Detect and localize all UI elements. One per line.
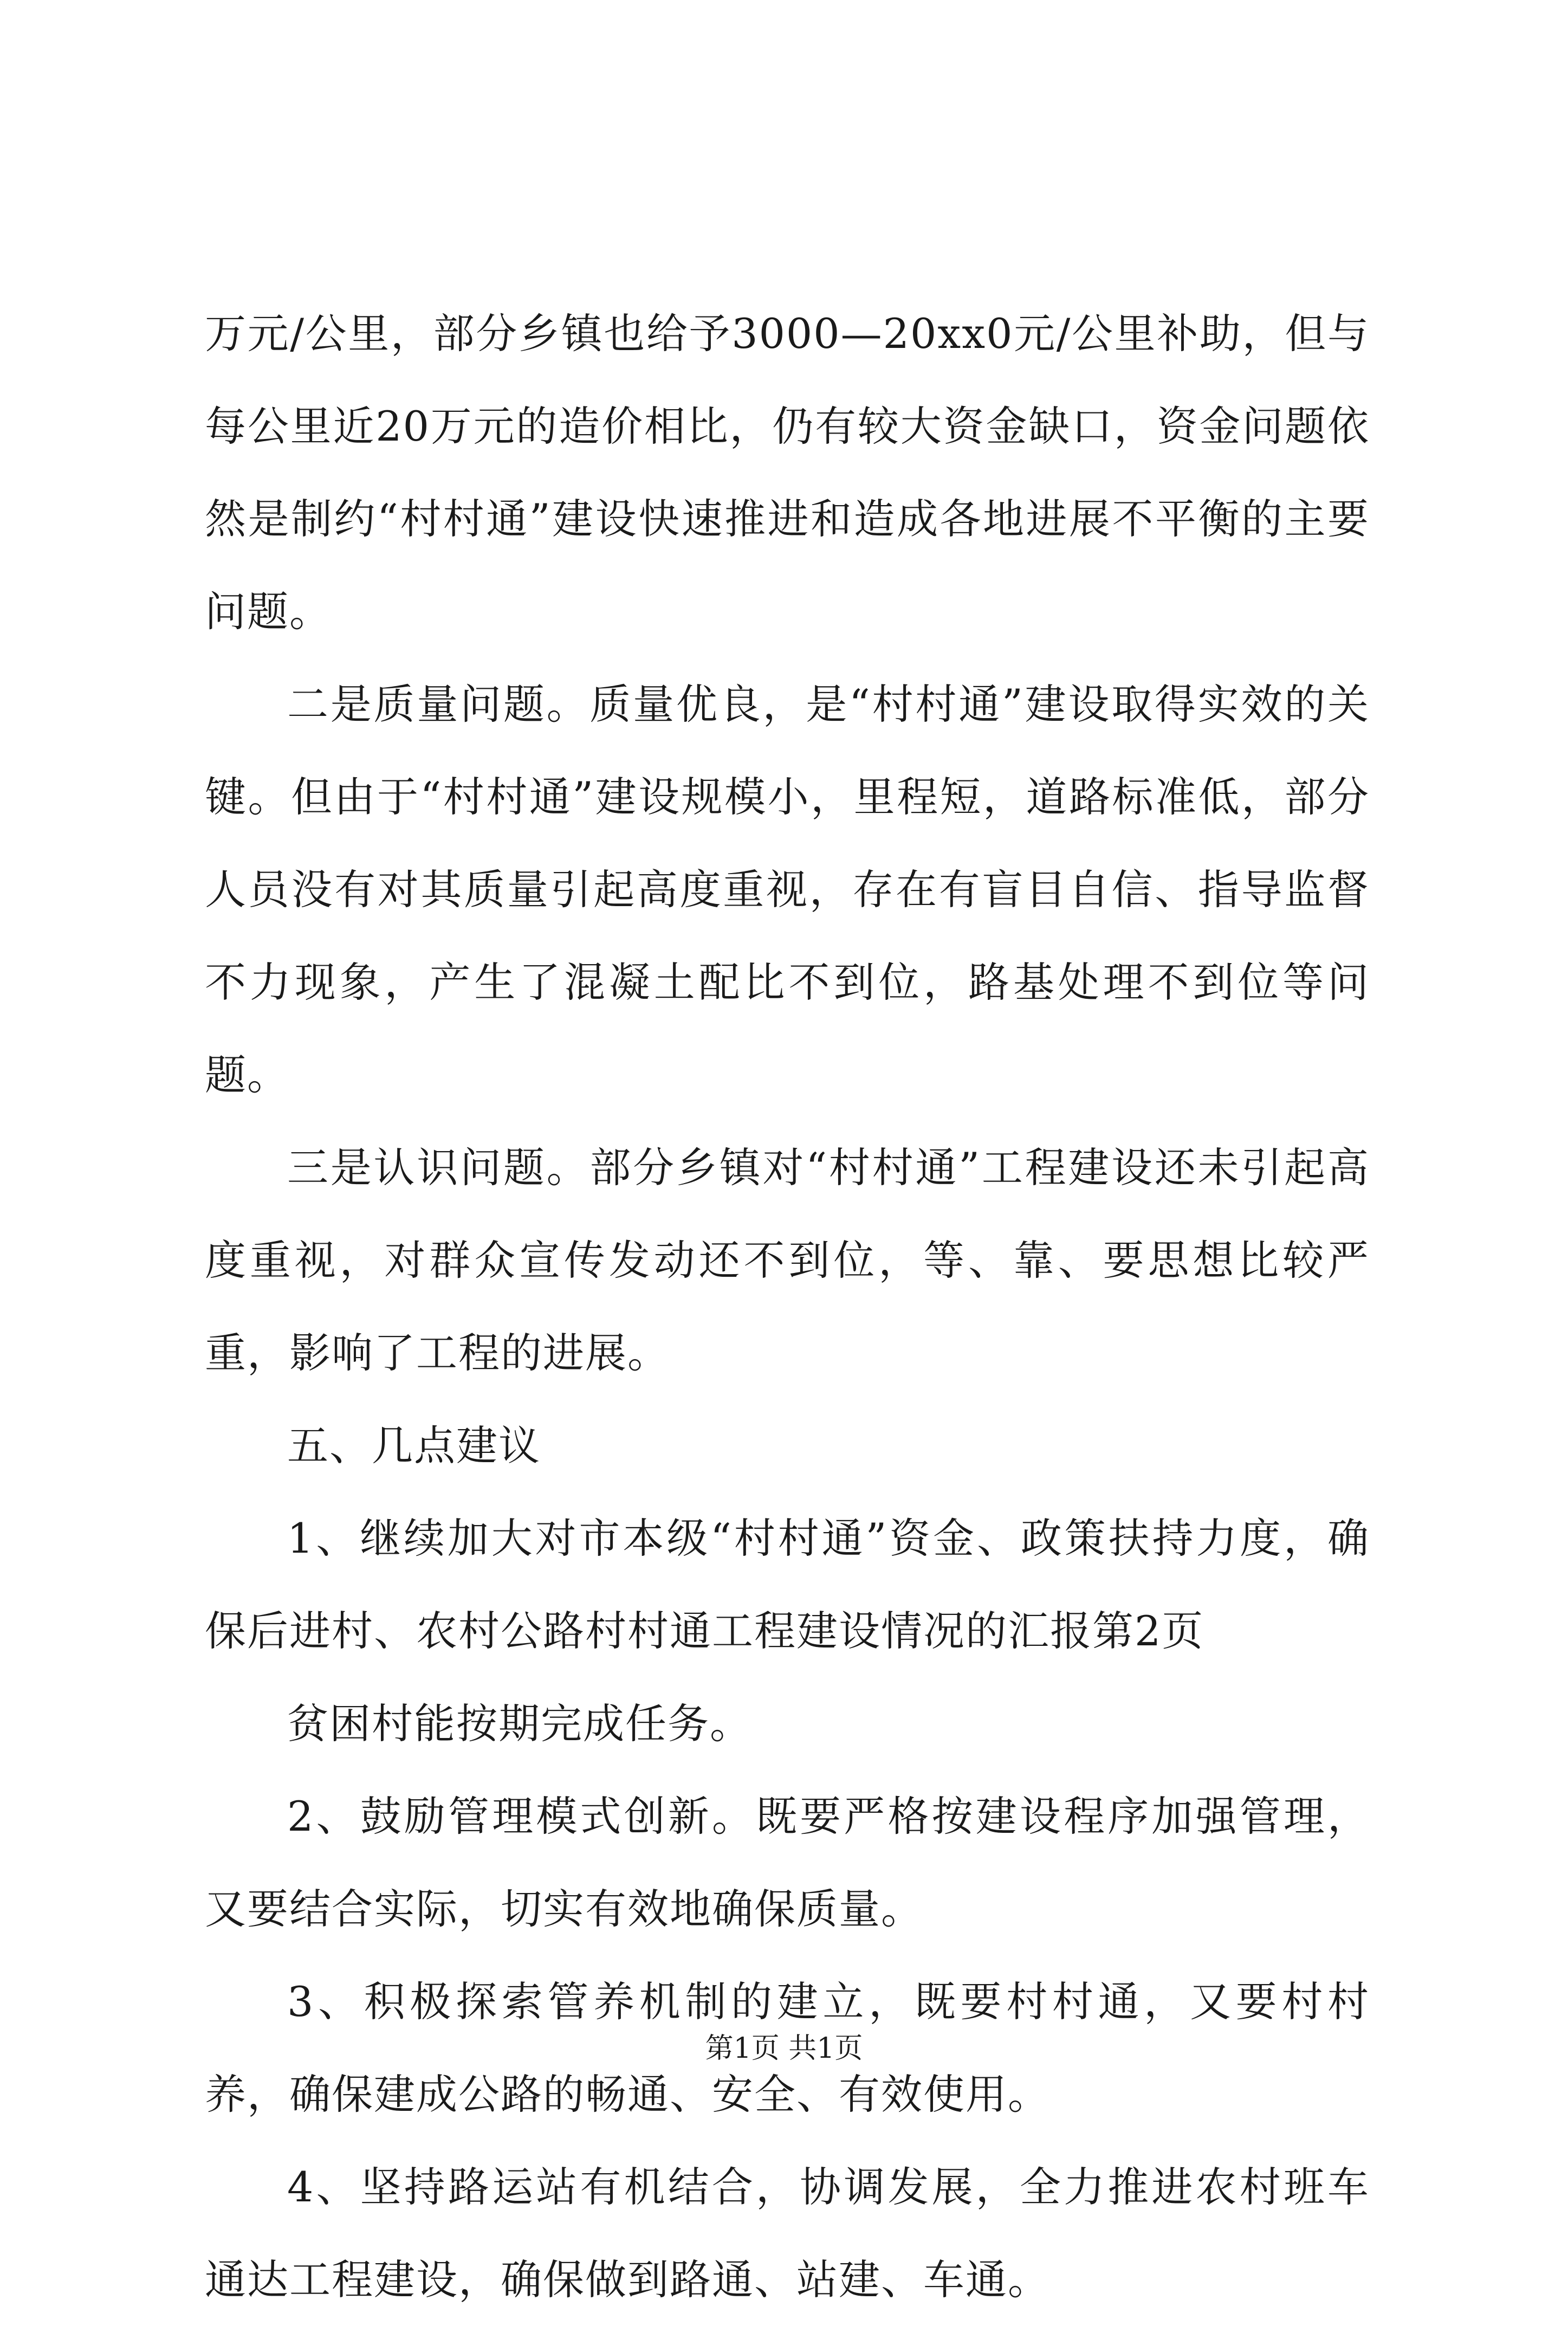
paragraph-suggestion-1: 1、继续加大对市本级“村村通”资金、政策扶持力度，确保后进村、农村公路村村通工程建设情况的汇报第2页 [205,1514,1370,1655]
page-number-label: 第1页 共1页 [705,2032,863,2065]
paragraph-quality-problem: 二是质量问题。质量优良，是“村村通”建设取得实效的关键。但由于“村村通”建设规模小，里程短，道路标准低，部分人员没有对其质量引起高度重视，存在有盲目自信、指导监督不力现象，产生了混凝土配比不到位，路基处理不到位等问题。 [205,680,1370,1099]
body-text [205,287,1370,2326]
paragraph-awareness-problem: 三是认识问题。部分乡镇对“村村通”工程建设还未引起高度重视，对群众宣传发动还不到位，等、靠、要思想比较严重，影响了工程的进展。 [205,1143,1370,1377]
page-footer [0,2027,1568,2070]
paragraph-suggestion-1-cont: 贫困村能按期完成任务。 [287,1700,752,1748]
section-heading-suggestions: 五、几点建议 [287,1422,541,1470]
paragraph-suggestion-3: 3、积极探索管养机制的建立，既要村村通，又要村村养，确保建成公路的畅通、安全、有效使用。 [205,1978,1370,2118]
paragraph-suggestion-4: 4、坚持路运站有机结合，协调发展，全力推进农村班车通达工程建设，确保做到路通、站建、车通。 [205,2163,1370,2304]
paragraph-suggestion-2: 2、鼓励管理模式创新。既要严格按建设程序加强管理，又要结合实际，切实有效地确保质量。 [205,1792,1370,1933]
paragraph-funding-continued: 万元/公里，部分乡镇也给予3000—20xx0元/公里补助，但与每公里近20万元的造价相比，仍有较大资金缺口，资金问题依然是制约“村村通”建设快速推进和造成各地进展不平衡的主要问题。 [205,309,1370,636]
